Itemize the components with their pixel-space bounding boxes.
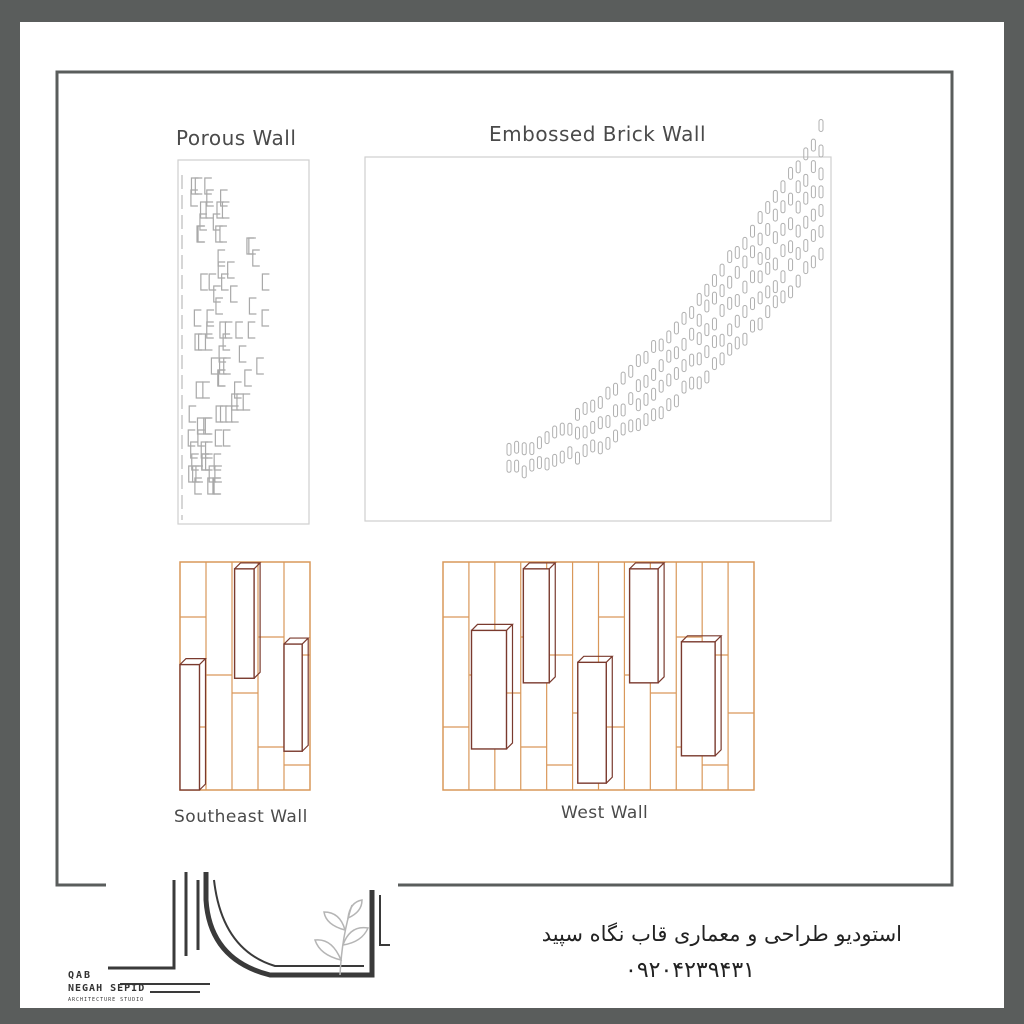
embossed-slot — [522, 443, 526, 455]
embossed-slot — [819, 168, 823, 180]
embossed-slot — [674, 395, 678, 407]
embossed-slot — [781, 291, 785, 303]
embossed-slot — [804, 174, 808, 186]
embossed-slot — [697, 333, 701, 345]
porous-opening — [239, 346, 246, 362]
embossed-slot — [789, 286, 793, 298]
studio-logo — [108, 872, 390, 992]
embossed-slot — [773, 209, 777, 221]
west-raised-block — [523, 569, 549, 683]
embossed-slot — [682, 360, 686, 372]
embossed-slot — [705, 346, 709, 358]
embossed-slot — [789, 218, 793, 230]
porous-opening — [223, 430, 230, 446]
embossed-slot — [751, 225, 755, 237]
embossed-slot — [781, 271, 785, 283]
porous-opening — [207, 322, 214, 338]
porous-opening — [249, 298, 256, 314]
embossed-slot — [766, 247, 770, 259]
embossed-slot — [720, 353, 724, 365]
embossed-slot — [659, 360, 663, 372]
embossed-slot — [674, 368, 678, 380]
embossed-slot — [751, 271, 755, 283]
porous-opening — [253, 250, 260, 266]
porous-opening — [262, 274, 269, 290]
porous-opening — [220, 226, 227, 242]
porous-opening — [198, 226, 205, 242]
porous-opening — [199, 334, 206, 350]
embossed-slot — [720, 304, 724, 316]
embossed-slot — [705, 300, 709, 312]
embossed-slot — [796, 181, 800, 193]
porous-opening — [221, 190, 228, 206]
embossed-slot — [652, 368, 656, 380]
embossed-slot — [819, 205, 823, 217]
embossed-slot — [811, 256, 815, 268]
embossed-slot — [636, 399, 640, 411]
embossed-slot — [811, 139, 815, 151]
porous-opening — [216, 406, 223, 422]
embossed-slot — [796, 247, 800, 259]
porous-opening — [235, 382, 242, 398]
porous-opening — [205, 418, 212, 434]
embossed-slot — [735, 337, 739, 349]
embossed-slot — [743, 333, 747, 345]
embossed-slot — [560, 423, 564, 435]
porous-opening — [236, 322, 243, 338]
embossed-slot — [537, 457, 541, 469]
embossed-slot — [728, 324, 732, 336]
embossed-slot — [796, 225, 800, 237]
west-raised-block — [472, 630, 507, 749]
embossed-slot — [614, 430, 618, 442]
embossed-slot — [598, 417, 602, 429]
embossed-slot — [530, 459, 534, 471]
embossed-slot — [811, 186, 815, 198]
porous-opening — [243, 394, 250, 410]
embossed-slot — [553, 426, 557, 438]
embossed-slot — [728, 276, 732, 288]
embossed-slot — [659, 339, 663, 351]
embossed-slot — [773, 296, 777, 308]
embossed-slot — [614, 405, 618, 417]
embossed-slot — [773, 232, 777, 244]
embossed-slot — [743, 256, 747, 268]
embossed-slot — [720, 334, 724, 346]
embossed-slot — [819, 248, 823, 260]
embossed-slot — [553, 454, 557, 466]
embossed-slot — [766, 286, 770, 298]
embossed-slot — [720, 264, 724, 276]
embossed-slot — [697, 293, 701, 305]
embossed-slot — [697, 353, 701, 365]
porous-opening — [205, 178, 212, 194]
porous-opening — [222, 202, 229, 218]
embossed-slot — [766, 224, 770, 236]
embossed-slot — [591, 421, 595, 433]
embossed-slot — [811, 209, 815, 221]
embossed-wall-title: Embossed Brick Wall — [489, 122, 707, 146]
embossed-slot — [751, 298, 755, 310]
logo-text-architecture-studio: ARCHITECTURE STUDIO — [68, 997, 145, 1003]
embossed-slot — [545, 458, 549, 470]
embossed-slot — [705, 371, 709, 383]
embossed-slot — [583, 445, 587, 457]
embossed-slot — [758, 233, 762, 245]
embossed-slot — [819, 225, 823, 237]
embossed-slot — [773, 258, 777, 270]
embossed-slot — [758, 318, 762, 330]
porous-opening — [189, 406, 196, 422]
embossed-slot — [804, 192, 808, 204]
embossed-slot — [728, 297, 732, 309]
embossed-slot — [712, 358, 716, 370]
embossed-slot — [789, 167, 793, 179]
porous-opening — [195, 178, 202, 194]
embossed-slot — [652, 340, 656, 352]
embossed-slot — [804, 216, 808, 228]
embossed-slot — [773, 190, 777, 202]
embossed-slot — [766, 202, 770, 214]
embossed-slot — [530, 443, 534, 455]
embossed-slot — [515, 441, 519, 453]
embossed-slot — [781, 181, 785, 193]
embossed-slot — [789, 259, 793, 271]
embossed-slot — [690, 354, 694, 366]
embossed-slot — [697, 377, 701, 389]
embossed-slot — [575, 452, 579, 464]
embossed-slot — [659, 407, 663, 419]
embossed-slot — [644, 393, 648, 405]
embossed-slot — [697, 314, 701, 326]
southeast-raised-block — [284, 644, 302, 751]
embossed-slot — [720, 285, 724, 297]
west-wall-elevation — [443, 562, 754, 790]
embossed-slot — [674, 322, 678, 334]
embossed-slot — [758, 271, 762, 283]
embossed-slot — [598, 442, 602, 454]
logo-text-negah-sepid: NEGAH SEPID — [68, 983, 146, 994]
embossed-slot — [682, 381, 686, 393]
embossed-slot — [606, 415, 610, 427]
leaf-icon — [315, 900, 368, 975]
embossed-slot — [636, 419, 640, 431]
embossed-slot — [758, 292, 762, 304]
southeast-raised-block — [180, 665, 200, 790]
embossed-slot — [621, 404, 625, 416]
embossed-slot — [811, 229, 815, 241]
embossed-slot — [667, 350, 671, 362]
embossed-slot — [766, 306, 770, 318]
embossed-slot — [591, 440, 595, 452]
embossed-wall-pattern — [507, 119, 823, 477]
embossed-slot — [705, 284, 709, 296]
porous-opening — [214, 286, 221, 302]
embossed-slot — [537, 437, 541, 449]
embossed-slot — [629, 420, 633, 432]
porous-opening — [231, 286, 238, 302]
porous-opening — [203, 382, 210, 398]
embossed-slot — [728, 251, 732, 263]
embossed-slot — [682, 338, 686, 350]
embossed-slot — [789, 193, 793, 205]
embossed-slot — [743, 281, 747, 293]
porous-opening — [223, 334, 230, 350]
embossed-slot — [705, 324, 709, 336]
embossed-slot — [735, 266, 739, 278]
southeast-raised-block — [235, 569, 255, 678]
embossed-slot — [644, 375, 648, 387]
embossed-slot — [560, 451, 564, 463]
embossed-slot — [796, 275, 800, 287]
embossed-slot — [781, 223, 785, 235]
embossed-slot — [728, 343, 732, 355]
porous-opening — [228, 262, 235, 278]
embossed-slot — [606, 387, 610, 399]
embossed-slot — [819, 145, 823, 157]
embossed-slot — [758, 212, 762, 224]
embossed-slot — [743, 237, 747, 249]
west-raised-block — [578, 662, 607, 783]
embossed-slot — [667, 331, 671, 343]
porous-opening — [225, 322, 232, 338]
embossed-slot — [743, 306, 747, 318]
porous-opening — [201, 274, 208, 290]
studio-name: استودیو طراحی و معماری قاب نگاه سپید — [541, 922, 902, 946]
embossed-slot — [735, 294, 739, 306]
embossed-slot — [583, 426, 587, 438]
embossed-slot — [667, 399, 671, 411]
porous-opening — [224, 358, 231, 374]
embossed-slot — [819, 186, 823, 198]
embossed-slot — [568, 447, 572, 459]
porous-opening — [209, 274, 216, 290]
porous-opening — [220, 358, 227, 374]
porous-opening — [194, 310, 201, 326]
embossed-slot — [712, 292, 716, 304]
porous-opening — [216, 226, 223, 242]
embossed-slot — [712, 275, 716, 287]
studio-phone: ۰۹۲۰۴۲۳۹۴۳۱ — [625, 958, 755, 983]
embossed-slot — [507, 443, 511, 455]
embossed-slot — [667, 374, 671, 386]
embossed-slot — [751, 246, 755, 258]
embossed-slot — [629, 365, 633, 377]
embossed-slot — [568, 423, 572, 435]
porous-opening — [232, 394, 239, 410]
porous-opening — [188, 430, 195, 446]
embossed-slot — [690, 307, 694, 319]
embossed-slot — [507, 460, 511, 472]
embossed-slot — [796, 201, 800, 213]
embossed-slot — [712, 318, 716, 330]
embossed-slot — [575, 408, 579, 420]
embossed-slot — [606, 437, 610, 449]
embossed-slot — [712, 336, 716, 348]
embossed-slot — [789, 241, 793, 253]
embossed-slot — [575, 427, 579, 439]
embossed-slot — [804, 239, 808, 251]
west-wall-title: West Wall — [561, 803, 649, 823]
west-raised-block — [630, 569, 659, 683]
embossed-slot — [781, 201, 785, 213]
southeast-wall-title: Southeast Wall — [174, 807, 308, 827]
embossed-slot — [804, 148, 808, 160]
porous-opening — [218, 250, 225, 266]
embossed-slot — [751, 320, 755, 332]
embossed-slot — [621, 372, 625, 384]
embossed-slot — [545, 432, 549, 444]
embossed-slot — [636, 355, 640, 367]
embossed-slot — [598, 397, 602, 409]
embossed-slot — [515, 460, 519, 472]
porous-opening — [215, 430, 222, 446]
embossed-slot — [636, 380, 640, 392]
porous-opening — [248, 322, 255, 338]
embossed-slot — [690, 328, 694, 340]
embossed-slot — [659, 380, 663, 392]
embossed-slot — [682, 312, 686, 324]
embossed-slot — [811, 161, 815, 173]
embossed-slot — [644, 351, 648, 363]
embossed-slot — [690, 377, 694, 389]
embossed-slot — [614, 383, 618, 395]
porous-opening — [257, 358, 264, 374]
embossed-slot — [591, 400, 595, 412]
embossed-slot — [652, 388, 656, 400]
porous-opening — [232, 406, 239, 422]
embossed-slot — [583, 403, 587, 415]
porous-opening — [215, 466, 222, 482]
embossed-slot — [819, 119, 823, 131]
embossed-slot — [522, 466, 526, 478]
embossed-slot — [766, 262, 770, 274]
southeast-wall-elevation — [180, 562, 310, 790]
porous-opening — [196, 382, 203, 398]
embossed-slot — [804, 262, 808, 274]
porous-wall-pattern — [182, 175, 269, 520]
embossed-slot — [621, 423, 625, 435]
porous-opening — [216, 298, 223, 314]
porous-opening — [207, 310, 214, 326]
west-raised-block — [681, 642, 715, 756]
embossed-slot — [773, 281, 777, 293]
embossed-slot — [629, 393, 633, 405]
porous-opening — [207, 190, 214, 206]
porous-opening — [245, 370, 252, 386]
embossed-slot — [644, 414, 648, 426]
embossed-slot — [735, 247, 739, 259]
embossed-slot — [796, 161, 800, 173]
embossed-slot — [735, 315, 739, 327]
embossed-slot — [781, 245, 785, 257]
logo-text-qab: QAB — [68, 970, 93, 981]
porous-opening — [206, 442, 213, 458]
porous-wall-title: Porous Wall — [176, 126, 297, 150]
embossed-slot — [674, 347, 678, 359]
embossed-slot — [652, 409, 656, 421]
embossed-slot — [758, 252, 762, 264]
porous-opening — [262, 310, 269, 326]
